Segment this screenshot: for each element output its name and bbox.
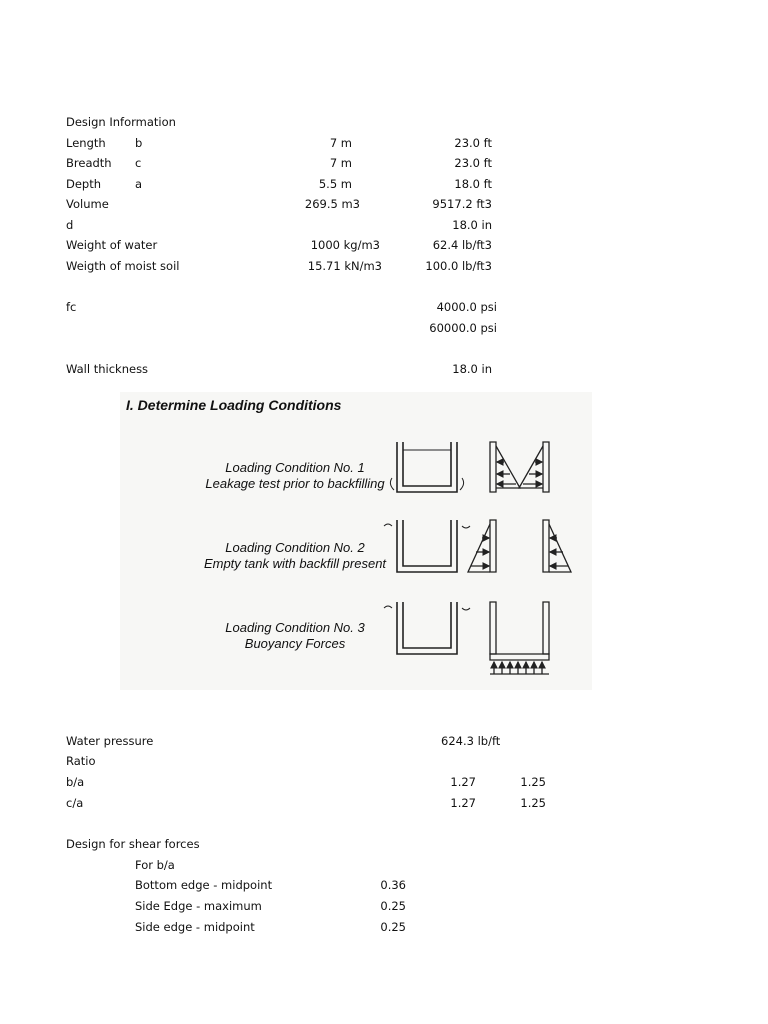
condition-2-desc: Empty tank with backfill present	[203, 556, 387, 571]
pressure-diagram-2	[468, 520, 571, 572]
loading-conditions-diagram	[120, 392, 592, 690]
shear-value: 0.25	[380, 899, 406, 913]
row-label: Breadth	[66, 156, 112, 170]
shear-label: Bottom edge - midpoint	[135, 878, 273, 892]
fy-value: 60000.0 psi	[429, 321, 497, 335]
row-metric: 5.5 m	[318, 177, 352, 191]
condition-1-name: Loading Condition No. 1	[225, 460, 365, 475]
tank-3-section	[384, 602, 470, 654]
shear-label: Side Edge - maximum	[135, 899, 262, 913]
row-symbol: c	[135, 156, 142, 170]
buoyancy-diagram-3	[490, 602, 549, 674]
row-label: Weight of water	[66, 238, 158, 252]
ratio-rounded: 1.25	[520, 796, 546, 810]
row-metric: 7 m	[329, 156, 352, 170]
shear-value: 0.36	[380, 878, 406, 892]
row-imperial: 23.0 ft	[454, 136, 492, 150]
shear-value: 0.25	[380, 920, 406, 934]
row-imperial: 18.0 ft	[454, 177, 492, 191]
row-metric: 269.5 m3	[304, 197, 360, 211]
row-metric: 15.71 kN/m3	[307, 259, 382, 273]
shear-subheading: For b/a	[135, 858, 175, 872]
row-imperial: 18.0 in	[452, 218, 492, 232]
row-imperial: 9517.2 ft3	[432, 197, 492, 211]
row-symbol: a	[135, 177, 143, 191]
ratio-rounded: 1.25	[520, 775, 546, 789]
row-symbol: b	[135, 136, 143, 150]
ratio-heading: Ratio	[66, 754, 96, 768]
shear-label: Side edge - midpoint	[135, 920, 255, 934]
fc-label: fc	[66, 300, 77, 314]
tank-2-section	[384, 520, 470, 572]
shear-heading: Design for shear forces	[66, 837, 200, 851]
pressure-diagram-1	[490, 442, 549, 492]
ratio-label: b/a	[66, 775, 85, 789]
figure-title: I. Determine Loading Conditions	[126, 397, 342, 413]
wall-thickness-value: 18.0 in	[452, 362, 492, 376]
row-label: d	[66, 218, 74, 232]
row-metric: 1000 kg/m3	[310, 238, 380, 252]
row-label: Length	[66, 136, 106, 150]
condition-1-desc: Leakage test prior to backfilling	[205, 476, 385, 491]
row-metric: 7 m	[329, 136, 352, 150]
ratio-value: 1.27	[450, 796, 476, 810]
tank-1-section	[390, 442, 463, 492]
ratio-value: 1.27	[450, 775, 476, 789]
row-label: Depth	[66, 177, 102, 191]
row-imperial: 62.4 lb/ft3	[432, 238, 492, 252]
condition-2-name: Loading Condition No. 2	[225, 540, 365, 555]
water-pressure-label: Water pressure	[66, 734, 154, 748]
wall-thickness-label: Wall thickness	[66, 362, 149, 376]
ratio-label: c/a	[66, 796, 84, 810]
loading-conditions-figure	[120, 392, 592, 690]
water-pressure-value: 624.3 lb/ft	[441, 734, 501, 748]
row-label: Weigth of moist soil	[66, 259, 180, 273]
design-info-heading: Design Information	[66, 115, 176, 129]
condition-3-name: Loading Condition No. 3	[225, 620, 365, 635]
condition-3-desc: Buoyancy Forces	[244, 636, 346, 651]
row-label: Volume	[66, 197, 109, 211]
row-imperial: 100.0 lb/ft3	[425, 259, 492, 273]
fc-value: 4000.0 psi	[436, 300, 497, 314]
row-imperial: 23.0 ft	[454, 156, 492, 170]
